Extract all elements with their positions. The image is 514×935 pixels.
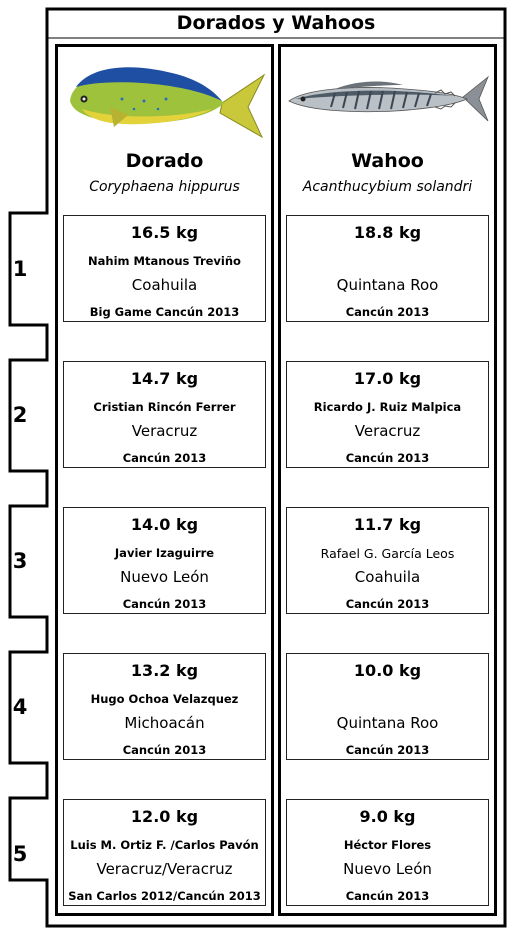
record-event: Cancún 2013 [345,743,430,757]
record-angler: Javier Izaguirre [114,546,215,560]
record-state: Quintana Roo [336,276,439,294]
record-state: Nuevo León [120,568,209,586]
record-weight: 13.2 kg [130,661,199,680]
record-event: Big Game Cancún 2013 [89,305,240,319]
record-state: Veracruz/Veracruz [96,860,233,878]
record-weight: 17.0 kg [353,369,422,388]
record-event: San Carlos 2012/Cancún 2013 [68,889,261,903]
record-card [286,799,489,906]
page-title: Dorados y Wahoos [176,12,376,34]
rank-label-2: 2 [12,403,28,427]
record-event: Cancún 2013 [122,451,207,465]
dorado-column [55,44,274,916]
record-card [286,361,489,468]
wahoo-column [278,44,497,916]
record-event: Cancún 2013 [122,743,207,757]
record-event: Cancún 2013 [345,889,430,903]
record-angler: Cristian Rincón Ferrer [93,400,236,414]
record-state: Michoacán [124,714,205,732]
wahoo-fish-icon [281,57,494,139]
record-event: Cancún 2013 [122,597,207,611]
record-event: Cancún 2013 [345,305,430,319]
record-angler: Luis M. Ortiz F. /Carlos Pavón [70,838,259,852]
record-card [286,653,489,760]
rank-label-4: 4 [12,695,28,719]
species-name: Dorado [125,150,204,172]
record-card [63,507,266,614]
record-weight: 10.0 kg [353,661,422,680]
record-angler: Hugo Ochoa Velazquez [90,692,239,706]
record-state: Coahuila [354,568,421,586]
record-card [63,215,266,322]
record-weight: 11.7 kg [353,515,422,534]
record-card [63,653,266,760]
rank-label-5: 5 [12,842,28,866]
record-weight: 14.7 kg [130,369,199,388]
record-event: Cancún 2013 [345,451,430,465]
record-weight: 12.0 kg [130,807,199,826]
record-weight: 14.0 kg [130,515,199,534]
record-state: Quintana Roo [336,714,439,732]
rank-label-3: 3 [12,549,28,573]
record-event: Cancún 2013 [345,597,430,611]
species-latin-name: Acanthucybium solandri [302,179,473,195]
record-card [63,361,266,468]
record-weight: 16.5 kg [130,223,199,242]
record-state: Nuevo León [343,860,432,878]
record-angler: Nahim Mtanous Treviño [88,254,241,268]
species-name: Wahoo [351,150,424,172]
record-weight: 18.8 kg [353,223,422,242]
record-angler: Ricardo J. Ruiz Malpica [313,400,462,414]
record-state: Veracruz [354,422,421,440]
record-card [286,507,489,614]
rank-label-1: 1 [12,257,28,281]
record-angler: Héctor Flores [343,838,432,852]
record-angler: Rafael G. García Leos [320,546,455,561]
record-card [63,799,266,906]
record-card [286,215,489,322]
record-state: Veracruz [131,422,198,440]
record-state: Coahuila [131,276,198,294]
species-latin-name: Coryphaena hippurus [89,179,240,195]
dorado-fish-icon [58,57,271,139]
record-weight: 9.0 kg [359,807,416,826]
